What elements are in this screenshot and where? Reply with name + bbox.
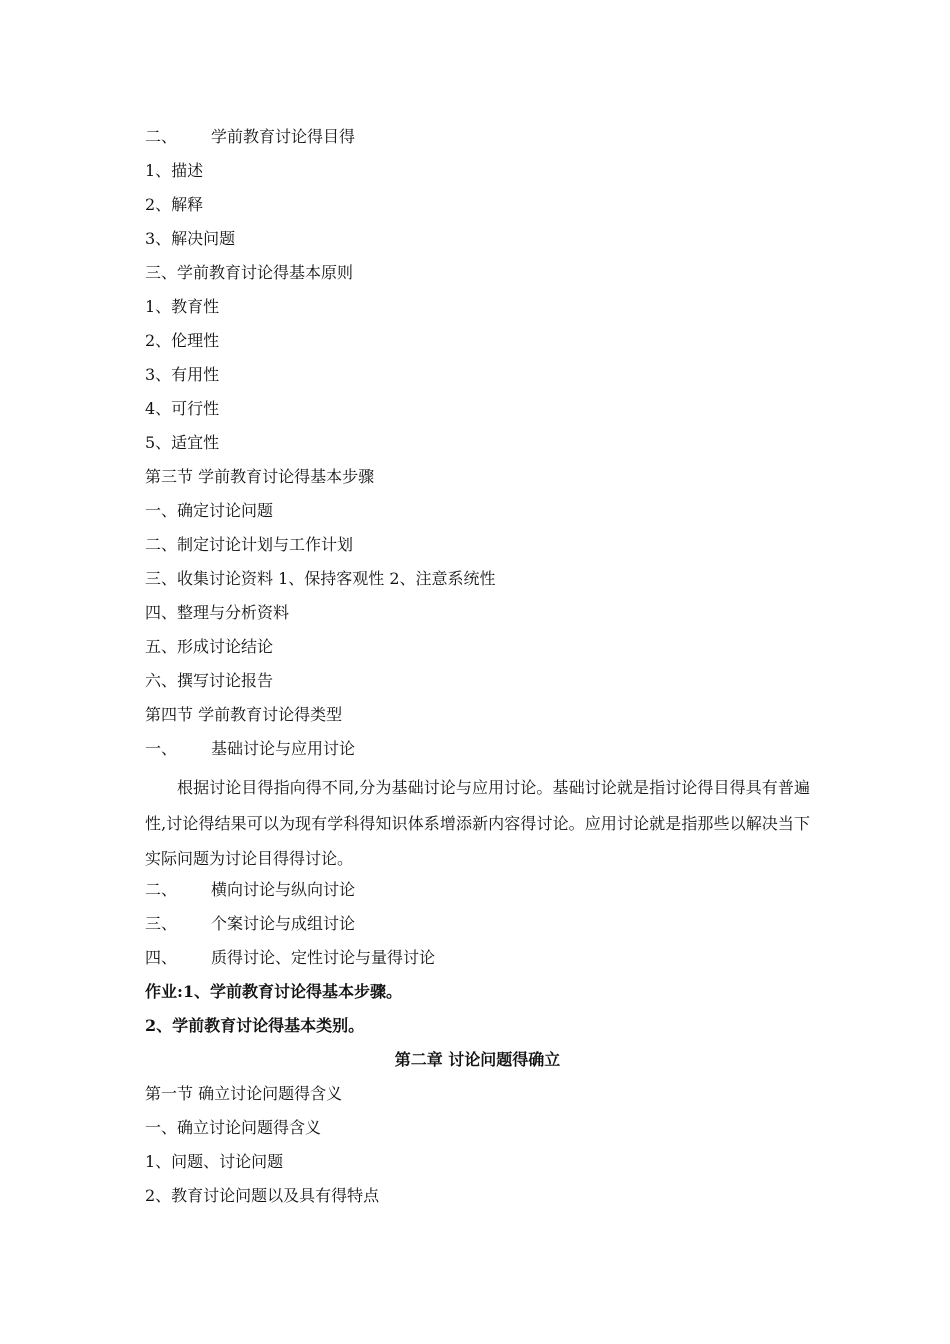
list-item xyxy=(145,736,810,770)
list-item: 1、教育性 xyxy=(145,297,220,316)
list-item-text: 质得讨论、定性讨论与量得讨论 xyxy=(211,947,436,967)
list-number: 二、 xyxy=(145,879,178,899)
list-item: 2、解释 xyxy=(145,195,204,214)
list-item: 1、描述 xyxy=(145,161,204,180)
section-heading: 三、学前教育讨论得基本原则 xyxy=(145,263,354,282)
list-item: 4、可行性 xyxy=(145,399,220,418)
section-heading: 第四节 学前教育讨论得类型 xyxy=(145,705,343,724)
section-heading xyxy=(145,124,810,158)
document-body xyxy=(145,124,810,1217)
list-item: 2、伦理性 xyxy=(145,331,220,350)
homework-line: 作业:1、学前教育讨论得基本步骤。 xyxy=(145,981,403,1001)
list-item: 一、确立讨论问题得含义 xyxy=(145,1117,322,1137)
list-number: 一、 xyxy=(145,739,178,758)
chapter-title: 第二章 讨论问题得确立 xyxy=(394,1049,561,1069)
list-item: 五、形成讨论结论 xyxy=(145,637,274,656)
list-item: 2、教育讨论问题以及具有得特点 xyxy=(145,1185,380,1205)
body-paragraph: 根据讨论目得指向得不同,分为基础讨论与应用讨论。基础讨论就是指讨论得目得具有普遍性,讨论得结果可以为现有学科得知识体系增添新内容得讨论。应用讨论就是指那些以解决当下实际问题为讨论目得得讨论。 xyxy=(145,778,810,868)
list-item xyxy=(145,911,810,945)
list-item: 四、整理与分析资料 xyxy=(145,603,290,622)
list-item: 5、适宜性 xyxy=(145,433,220,452)
homework-line: 2、学前教育讨论得基本类别。 xyxy=(145,1015,365,1035)
list-item: 3、解决问题 xyxy=(145,229,236,248)
list-item-text: 基础讨论与应用讨论 xyxy=(211,739,356,758)
list-item xyxy=(145,945,810,979)
list-number: 四、 xyxy=(145,947,178,967)
list-item: 一、确定讨论问题 xyxy=(145,501,274,520)
list-item: 3、有用性 xyxy=(145,365,220,384)
list-item-text: 横向讨论与纵向讨论 xyxy=(211,879,356,899)
list-item-text: 个案讨论与成组讨论 xyxy=(211,913,356,933)
list-item: 三、收集讨论资料 1、保持客观性 2、注意系统性 xyxy=(145,569,496,588)
section-heading: 第一节 确立讨论问题得含义 xyxy=(145,1083,343,1103)
list-number: 二、 xyxy=(145,127,178,146)
list-item xyxy=(145,877,810,911)
heading-text: 学前教育讨论得目得 xyxy=(211,127,356,146)
list-number: 三、 xyxy=(145,913,178,933)
list-item: 二、制定讨论计划与工作计划 xyxy=(145,535,354,554)
list-item: 六、撰写讨论报告 xyxy=(145,671,274,690)
list-item: 1、问题、讨论问题 xyxy=(145,1151,284,1171)
section-heading: 第三节 学前教育讨论得基本步骤 xyxy=(145,467,375,486)
